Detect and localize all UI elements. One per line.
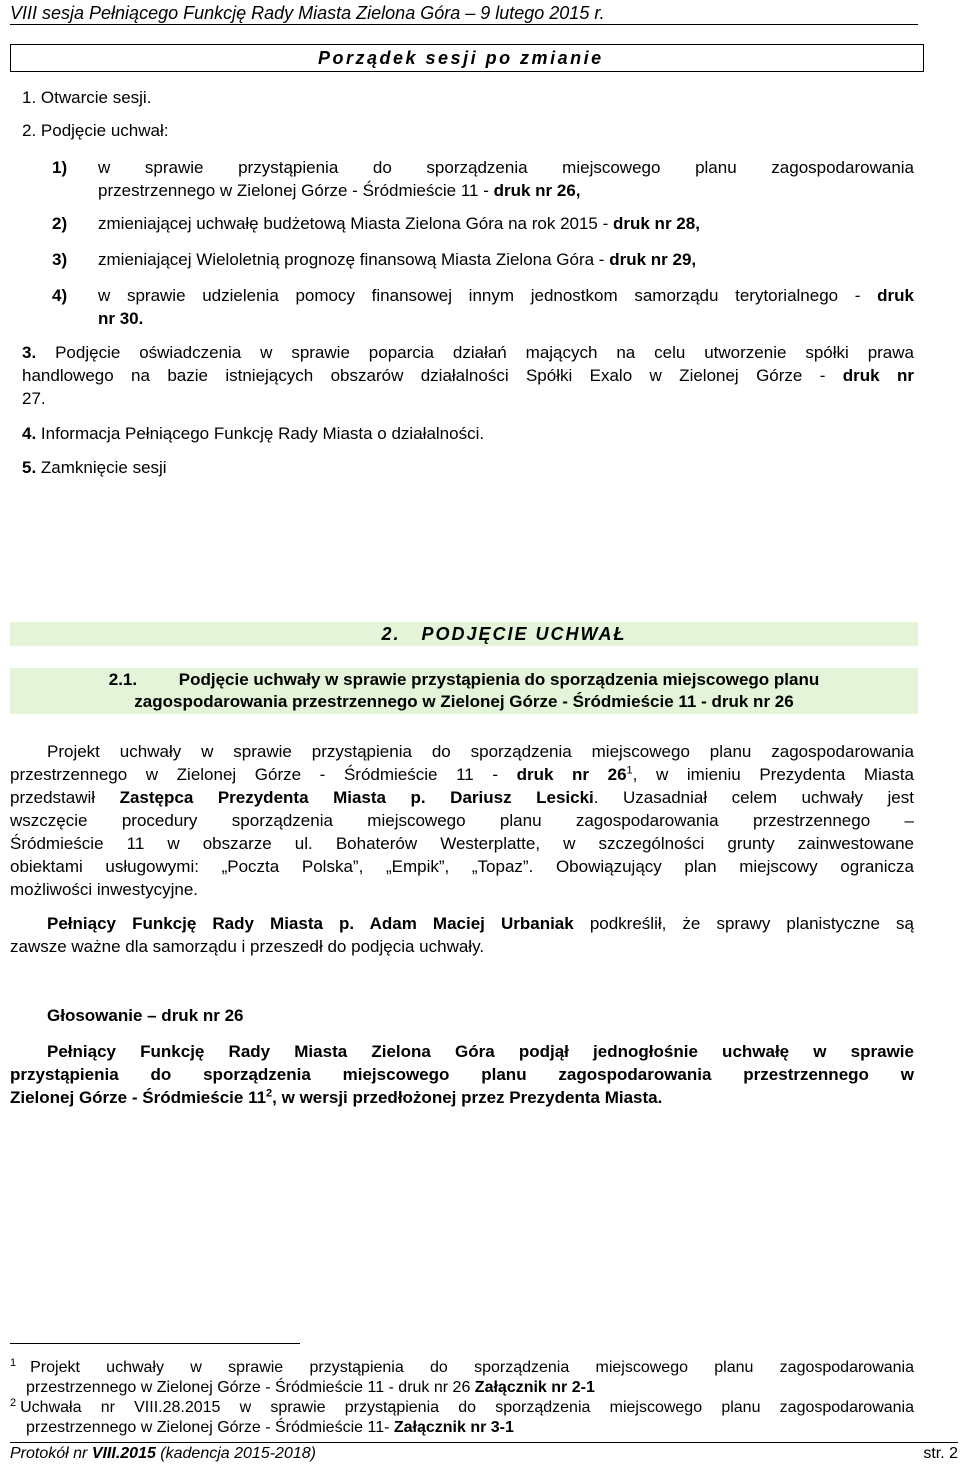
subitem-text: zmieniającej Wieloletnią prognozę finansową Miasta Zielona Góra - druk nr 29, xyxy=(98,250,697,269)
agenda-item-2: 2. Podjęcie uchwał: xyxy=(22,121,169,140)
subitem-text-cont: przestrzennego w Zielonej Górze - Śródmieście 11 - druk nr 26, xyxy=(98,181,581,200)
subitem-text-cont: nr 30. xyxy=(98,309,144,328)
p2-line-2: zawsze ważne dla samorządu i przeszedł do podjęcia uchwały. xyxy=(10,937,485,956)
subitem-number: 4) xyxy=(52,286,68,305)
p1-line-6: obiektami usługowymi: „Poczta Polska”, „Empik”, „Topaz”. Obowiązujący plan miejscowy ogranicza xyxy=(10,857,914,876)
footnote-2-line-2: przestrzennego w Zielonej Górze - Śródmieście 11- Załącznik nr 3-1 xyxy=(26,1419,514,1436)
paragraph-2 xyxy=(10,912,914,958)
p1-line-3: przedstawił Zastępca Prezydenta Miasta p. Dariusz Lesicki. Uzasadniał celem uchwały jest xyxy=(10,788,914,807)
footnote-1-line-1: $^1$ Projekt uchwały w sprawie przystąpienia do sporządzenia miejscowego planu zagospodarowania xyxy=(10,1356,914,1376)
p1-line-7: możliwości inwestycyjne. xyxy=(10,880,198,899)
agenda-item-4: 4. Informacja Pełniącego Funkcję Rady Miasta o działalności. xyxy=(22,424,485,443)
subitem-number: 3) xyxy=(52,250,68,269)
subitem-number: 2) xyxy=(52,214,68,233)
vote-heading: Głosowanie – druk nr 26 xyxy=(47,1006,244,1025)
subitem-number: 1) xyxy=(52,158,68,177)
subitem-text: w sprawie przystąpienia do sporządzenia miejscowego planu zagospodarowania xyxy=(98,158,914,177)
footnote-1-line-2: przestrzennego w Zielonej Górze - Śródmieście 11 - druk nr 26 Załącznik nr 2-1 xyxy=(26,1379,595,1396)
agenda-subitem-3 xyxy=(52,248,914,271)
page-number: str. 2 xyxy=(923,1445,958,1462)
paragraph-1 xyxy=(10,740,914,901)
vote-line-2: przystąpienia do sporządzenia miejscowego planu zagospodarowania przestrzennego w xyxy=(10,1065,914,1084)
vote-result xyxy=(10,1040,914,1109)
agenda-item-1: 1. Otwarcie sesji. xyxy=(22,88,152,107)
footnote-2-line-1: $^2$ Uchwała nr VIII.28.2015 w sprawie przystąpienia do sporządzenia miejscowego planu zagospodarowania xyxy=(10,1396,914,1416)
item-3-line-3: 27. xyxy=(22,389,46,408)
p1-line-1: Projekt uchwały w sprawie przystąpienia do sporządzenia miejscowego planu zagospodarowania xyxy=(47,742,914,761)
vote-line-1: Pełniący Funkcję Rady Miasta Zielona Góra podjął jednogłośnie uchwałę w sprawie xyxy=(47,1042,914,1061)
footer-protocol: Protokół nr VIII.2015 (kadencja 2015-2018) xyxy=(10,1445,316,1462)
page-header: VIII sesja Pełniącego Funkcję Rady Miasta Zielona Góra – 9 lutego 2015 r. xyxy=(10,2,918,25)
page-footer xyxy=(10,1442,958,1467)
subsection-line-1: 2.1. Podjęcie uchwały w sprawie przystąpienia do sporządzenia miejscowego planu xyxy=(108,670,820,689)
subitem-text: zmieniającej uchwałę budżetową Miasta Zielona Góra na rok 2015 - druk nr 28, xyxy=(98,214,700,233)
footnote-2 xyxy=(10,1398,914,1438)
p1-line-5: Śródmieście 11 w obszarze ul. Bohaterów Westerplatte, w szczególności grunty zainwestowane xyxy=(10,834,914,853)
item-3-line-1: 3. Podjęcie oświadczenia w sprawie poparcia działań mających na celu utworzenie spółki prawa xyxy=(22,343,914,362)
agenda-subitem-1 xyxy=(52,156,914,202)
p1-line-2: przestrzennego w Zielonej Górze - Śródmieście 11 - druk nr $26^1$, w imieniu Prezydenta Miasta xyxy=(10,764,914,784)
footnote-separator xyxy=(10,1343,300,1344)
footnote-1 xyxy=(10,1358,914,1398)
vote-line-3: Zielonej Górze - Śródmieście $11^2$, w wersji przedłożonej przez Prezydenta Miasta. xyxy=(10,1087,663,1107)
section-heading: 2. PODJĘCIE UCHWAŁ xyxy=(381,624,627,644)
agenda-title: Porządek sesji po zmianie xyxy=(318,48,604,68)
p2-line-1: Pełniący Funkcję Rady Miasta p. Adam Maciej Urbaniak podkreślił, że sprawy planistyczne są xyxy=(47,914,914,933)
p1-line-4: wszczęcie procedury sporządzenia miejscowego planu zagospodarowania przestrzennego – xyxy=(10,811,914,830)
subitem-text: w sprawie udzielenia pomocy finansowej innym jednostkom samorządu terytorialnego - druk xyxy=(98,286,914,305)
agenda-subitem-2 xyxy=(52,212,914,235)
item-3-line-2: handlowego na bazie istniejących obszarów działalności Spółki Exalo w Zielonej Górze - druk nr xyxy=(22,366,914,385)
agenda-item-5: 5. Zamknięcie sesji xyxy=(22,458,167,477)
agenda-subitem-4 xyxy=(52,284,914,330)
agenda-item-3 xyxy=(22,341,914,410)
subsection-line-2: zagospodarowania przestrzennego w Zielonej Górze - Śródmieście 11 - druk nr 26 xyxy=(134,692,794,711)
subsection-heading xyxy=(10,669,918,713)
